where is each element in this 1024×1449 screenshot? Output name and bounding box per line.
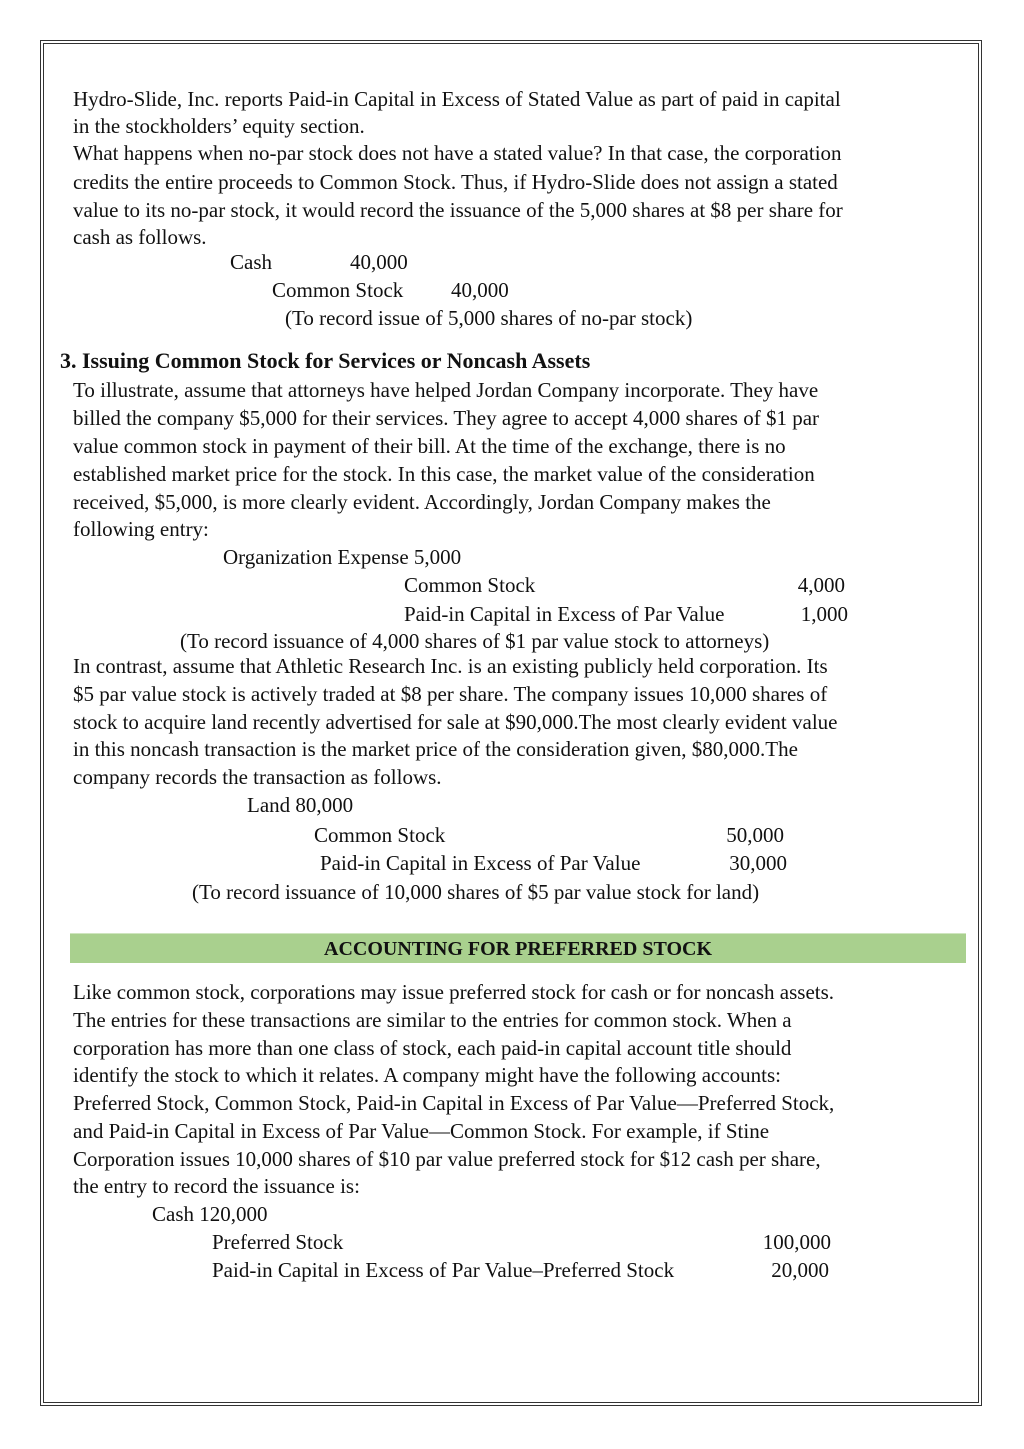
section-heading: 3. Issuing Common Stock for Services or Noncash Assets	[60, 348, 591, 373]
intro-line-5: value to its no-par stock, it would record the issuance of the 5,000 shares at $8 per share for	[73, 198, 843, 222]
preferred-para-line-3: corporation has more than one class of stock, each paid-in capital account title should	[73, 1036, 792, 1060]
preferred-para-line-4: identify the stock to which it relates. A company might have the following accounts:	[73, 1063, 782, 1087]
section3-para1-line-2: billed the company $5,000 for their services. They agree to accept 4,000 shares of $1 par	[73, 406, 820, 430]
entry1-debit: Organization Expense 5,000	[223, 545, 462, 569]
section3-para2-line-5: company records the transaction as follows.	[73, 765, 442, 789]
preferred-para-line-7: Corporation issues 10,000 shares of $10 par value preferred stock for $12 cash per share,	[73, 1147, 821, 1171]
journal-debit-account: Cash	[230, 250, 272, 274]
entry2-credit2-amount: 30,000	[729, 851, 787, 875]
preferred-para-line-6: and Paid-in Capital in Excess of Par Value—Common Stock. For example, if Stine	[73, 1119, 770, 1143]
preferred-para-line-1: Like common stock, corporations may issue preferred stock for cash or for noncash assets.	[73, 980, 835, 1004]
preferred-entry-credit2-account: Paid-in Capital in Excess of Par Value–Preferred Stock	[212, 1258, 675, 1282]
section3-para2-line-3: stock to acquire land recently advertised for sale at $90,000.The most clearly evident value	[73, 710, 838, 734]
preferred-para-line-8: the entry to record the issuance is:	[73, 1174, 360, 1198]
intro-line-1: Hydro-Slide, Inc. reports Paid-in Capital in Excess of Stated Value as part of paid in capital	[73, 87, 841, 111]
entry2-credit2-account: Paid-in Capital in Excess of Par Value	[320, 851, 641, 875]
section-banner-title: ACCOUNTING FOR PREFERRED STOCK	[324, 938, 712, 960]
entry1-credit2-amount: 1,000	[800, 602, 848, 626]
entry2-memo: (To record issuance of 10,000 shares of $5 par value stock for land)	[192, 880, 760, 904]
journal-debit-amount: 40,000	[350, 250, 408, 274]
preferred-entry-credit2-amount: 20,000	[771, 1258, 829, 1282]
journal-credit-account: Common Stock	[272, 278, 404, 302]
preferred-para-line-5: Preferred Stock, Common Stock, Paid-in Capital in Excess of Par Value—Preferred Stock,	[73, 1091, 835, 1115]
journal-credit-amount: 40,000	[451, 278, 509, 302]
section3-para1-line-5: received, $5,000, is more clearly evident. Accordingly, Jordan Company makes the	[73, 490, 771, 514]
entry2-debit: Land 80,000	[247, 793, 354, 817]
section-banner	[70, 933, 966, 963]
section3-para2-line-1: In contrast, assume that Athletic Research Inc. is an existing publicly held corporation. Its	[73, 654, 828, 678]
entry1-credit1-account: Common Stock	[404, 573, 536, 597]
intro-line-6: cash as follows.	[73, 225, 207, 249]
section3-para2-line-2: $5 par value stock is actively traded at $8 per share. The company issues 10,000 shares of	[73, 682, 828, 706]
entry2-credit1-account: Common Stock	[314, 823, 446, 847]
intro-line-4: credits the entire proceeds to Common Stock. Thus, if Hydro-Slide does not assign a stated	[73, 170, 838, 194]
entry1-credit2-account: Paid-in Capital in Excess of Par Value	[404, 602, 725, 626]
preferred-para-line-2: The entries for these transactions are similar to the entries for common stock. When a	[73, 1008, 792, 1032]
preferred-entry-debit: Cash 120,000	[152, 1202, 268, 1226]
intro-line-2: in the stockholders’ equity section.	[73, 114, 365, 138]
entry1-memo: (To record issuance of 4,000 shares of $1 par value stock to attorneys)	[180, 629, 770, 653]
section3-para1-line-1: To illustrate, assume that attorneys have helped Jordan Company incorporate. They have	[73, 378, 819, 402]
preferred-entry-credit1-account: Preferred Stock	[212, 1230, 344, 1254]
section3-para1-line-4: established market price for the stock. In this case, the market value of the consideration	[73, 462, 815, 486]
section3-para1-line-6: following entry:	[73, 517, 209, 541]
intro-line-3: What happens when no-par stock does not have a stated value? In that case, the corporation	[73, 141, 842, 165]
section3-para1-line-3: value common stock in payment of their bill. At the time of the exchange, there is no	[73, 434, 786, 458]
journal-memo: (To record issue of 5,000 shares of no-par stock)	[285, 306, 693, 330]
section3-para2-line-4: in this noncash transaction is the market price of the consideration given, $80,000.The	[73, 737, 798, 761]
preferred-entry-credit1-amount: 100,000	[762, 1230, 831, 1254]
entry2-credit1-amount: 50,000	[726, 823, 784, 847]
entry1-credit1-amount: 4,000	[797, 573, 845, 597]
